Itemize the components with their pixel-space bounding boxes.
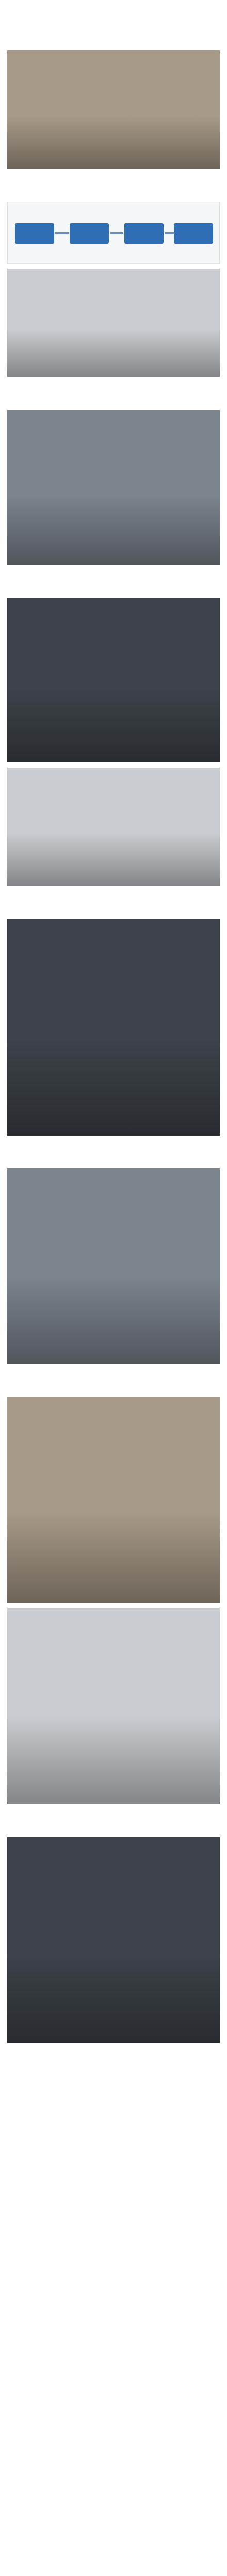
section-heading-5 xyxy=(0,1141,227,1155)
photo-crowd xyxy=(7,410,220,565)
article-title xyxy=(0,0,227,41)
section-heading-2 xyxy=(0,382,227,397)
section-7-paragraph-1 xyxy=(0,1824,227,1828)
section-heading-7 xyxy=(0,1809,227,1824)
section-7-paragraph-2 xyxy=(0,1828,227,1832)
photo-warehouse-stacks xyxy=(7,919,220,1136)
section-3-paragraph-2 xyxy=(0,588,227,592)
photo-products xyxy=(7,768,220,886)
diagram-box-4 xyxy=(174,223,213,244)
section-4-paragraph-1 xyxy=(0,906,227,910)
diagram-arrow-2 xyxy=(110,232,123,234)
photo-street-scene xyxy=(7,50,220,169)
photo-stall xyxy=(7,269,220,377)
diagram-arrow-1 xyxy=(55,232,69,234)
section-5-paragraph-2 xyxy=(0,1159,227,1163)
diagram-box-3 xyxy=(124,223,164,244)
section-1-paragraph-1 xyxy=(0,189,227,193)
section-5-paragraph-1 xyxy=(0,1155,227,1159)
photo-headsets-rows xyxy=(7,598,220,762)
section-2-paragraph-2 xyxy=(0,401,227,405)
section-6-paragraph-2 xyxy=(0,1388,227,1392)
section-heading-6 xyxy=(0,1369,227,1384)
diagram-box-1 xyxy=(15,223,54,244)
section-3-paragraph-1 xyxy=(0,584,227,588)
photo-market-hall xyxy=(7,1397,220,1603)
intro-paragraph xyxy=(0,41,227,45)
title-line-1 xyxy=(6,6,221,20)
diagram-box-2 xyxy=(70,223,109,244)
section-2-paragraph-1 xyxy=(0,397,227,401)
section-1-paragraph-2 xyxy=(0,193,227,197)
article-footer xyxy=(0,2048,227,2079)
photo-counter xyxy=(7,1608,220,1804)
section-6-paragraph-1 xyxy=(0,1384,227,1388)
diagram xyxy=(7,202,220,264)
photo-boxes xyxy=(7,1168,220,1364)
section-heading-4 xyxy=(0,891,227,906)
section-heading-1 xyxy=(0,174,227,189)
section-4-paragraph-2 xyxy=(0,910,227,914)
section-heading-3 xyxy=(0,570,227,584)
photo-closing xyxy=(7,1837,220,2043)
title-line-2 xyxy=(6,22,221,35)
